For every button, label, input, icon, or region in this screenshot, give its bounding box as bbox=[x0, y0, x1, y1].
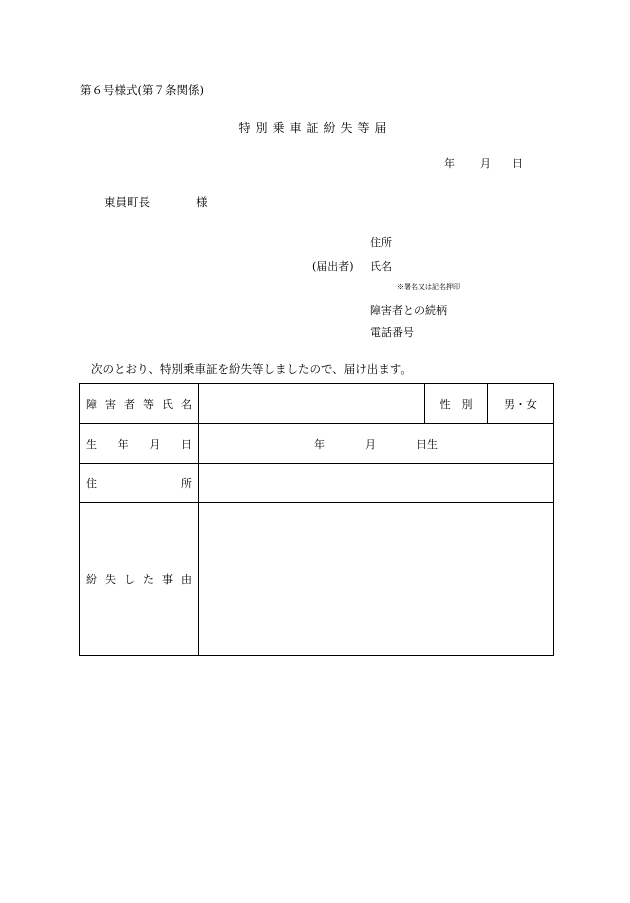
applicant-phone-label: 電話番号 bbox=[370, 326, 414, 339]
document-title: 特別乗車証紛失等届 bbox=[238, 121, 392, 135]
address-field[interactable] bbox=[199, 464, 554, 503]
date-day-label: 日 bbox=[512, 157, 523, 170]
table-row-address bbox=[80, 464, 554, 503]
applicant-relation-label: 障害者との続柄 bbox=[370, 304, 447, 317]
loss-reason-field[interactable] bbox=[199, 503, 554, 656]
form-number-label: 第６号様式(第７条関係) bbox=[80, 83, 204, 97]
signature-note: ※署名又は記名押印 bbox=[397, 283, 460, 291]
date-of-birth-label: 生年月日 bbox=[80, 424, 199, 464]
sex-field[interactable]: 男・女 bbox=[488, 384, 554, 424]
table-row-name bbox=[80, 384, 554, 424]
addressee-name: 東員町長 bbox=[104, 195, 150, 209]
table-row-dob bbox=[80, 424, 554, 464]
date-month-label: 月 bbox=[480, 157, 491, 170]
dob-year-label: 年 bbox=[314, 437, 325, 451]
intro-statement: 次のとおり、特別乗車証を紛失等しましたので、届け出ます。 bbox=[91, 362, 412, 376]
dob-day-label: 日生 bbox=[416, 437, 438, 451]
applicant-label: (届出者) bbox=[312, 260, 354, 273]
address-label: 住所 bbox=[80, 464, 199, 503]
loss-reason-label: 紛失した事由 bbox=[80, 503, 199, 656]
applicant-address-label: 住所 bbox=[370, 236, 392, 249]
date-of-birth-field[interactable] bbox=[199, 424, 554, 464]
disabled-person-name-label: 障害者等氏名 bbox=[80, 384, 199, 424]
dob-month-label: 月 bbox=[365, 437, 376, 451]
sex-label: 性 別 bbox=[425, 384, 488, 424]
disabled-person-name-field[interactable] bbox=[199, 384, 425, 424]
loss-report-table bbox=[79, 383, 554, 656]
applicant-name-label: 氏名 bbox=[370, 260, 392, 273]
addressee-honorific: 様 bbox=[196, 195, 208, 209]
date-year-label: 年 bbox=[444, 157, 455, 170]
table-row-reason bbox=[80, 503, 554, 656]
